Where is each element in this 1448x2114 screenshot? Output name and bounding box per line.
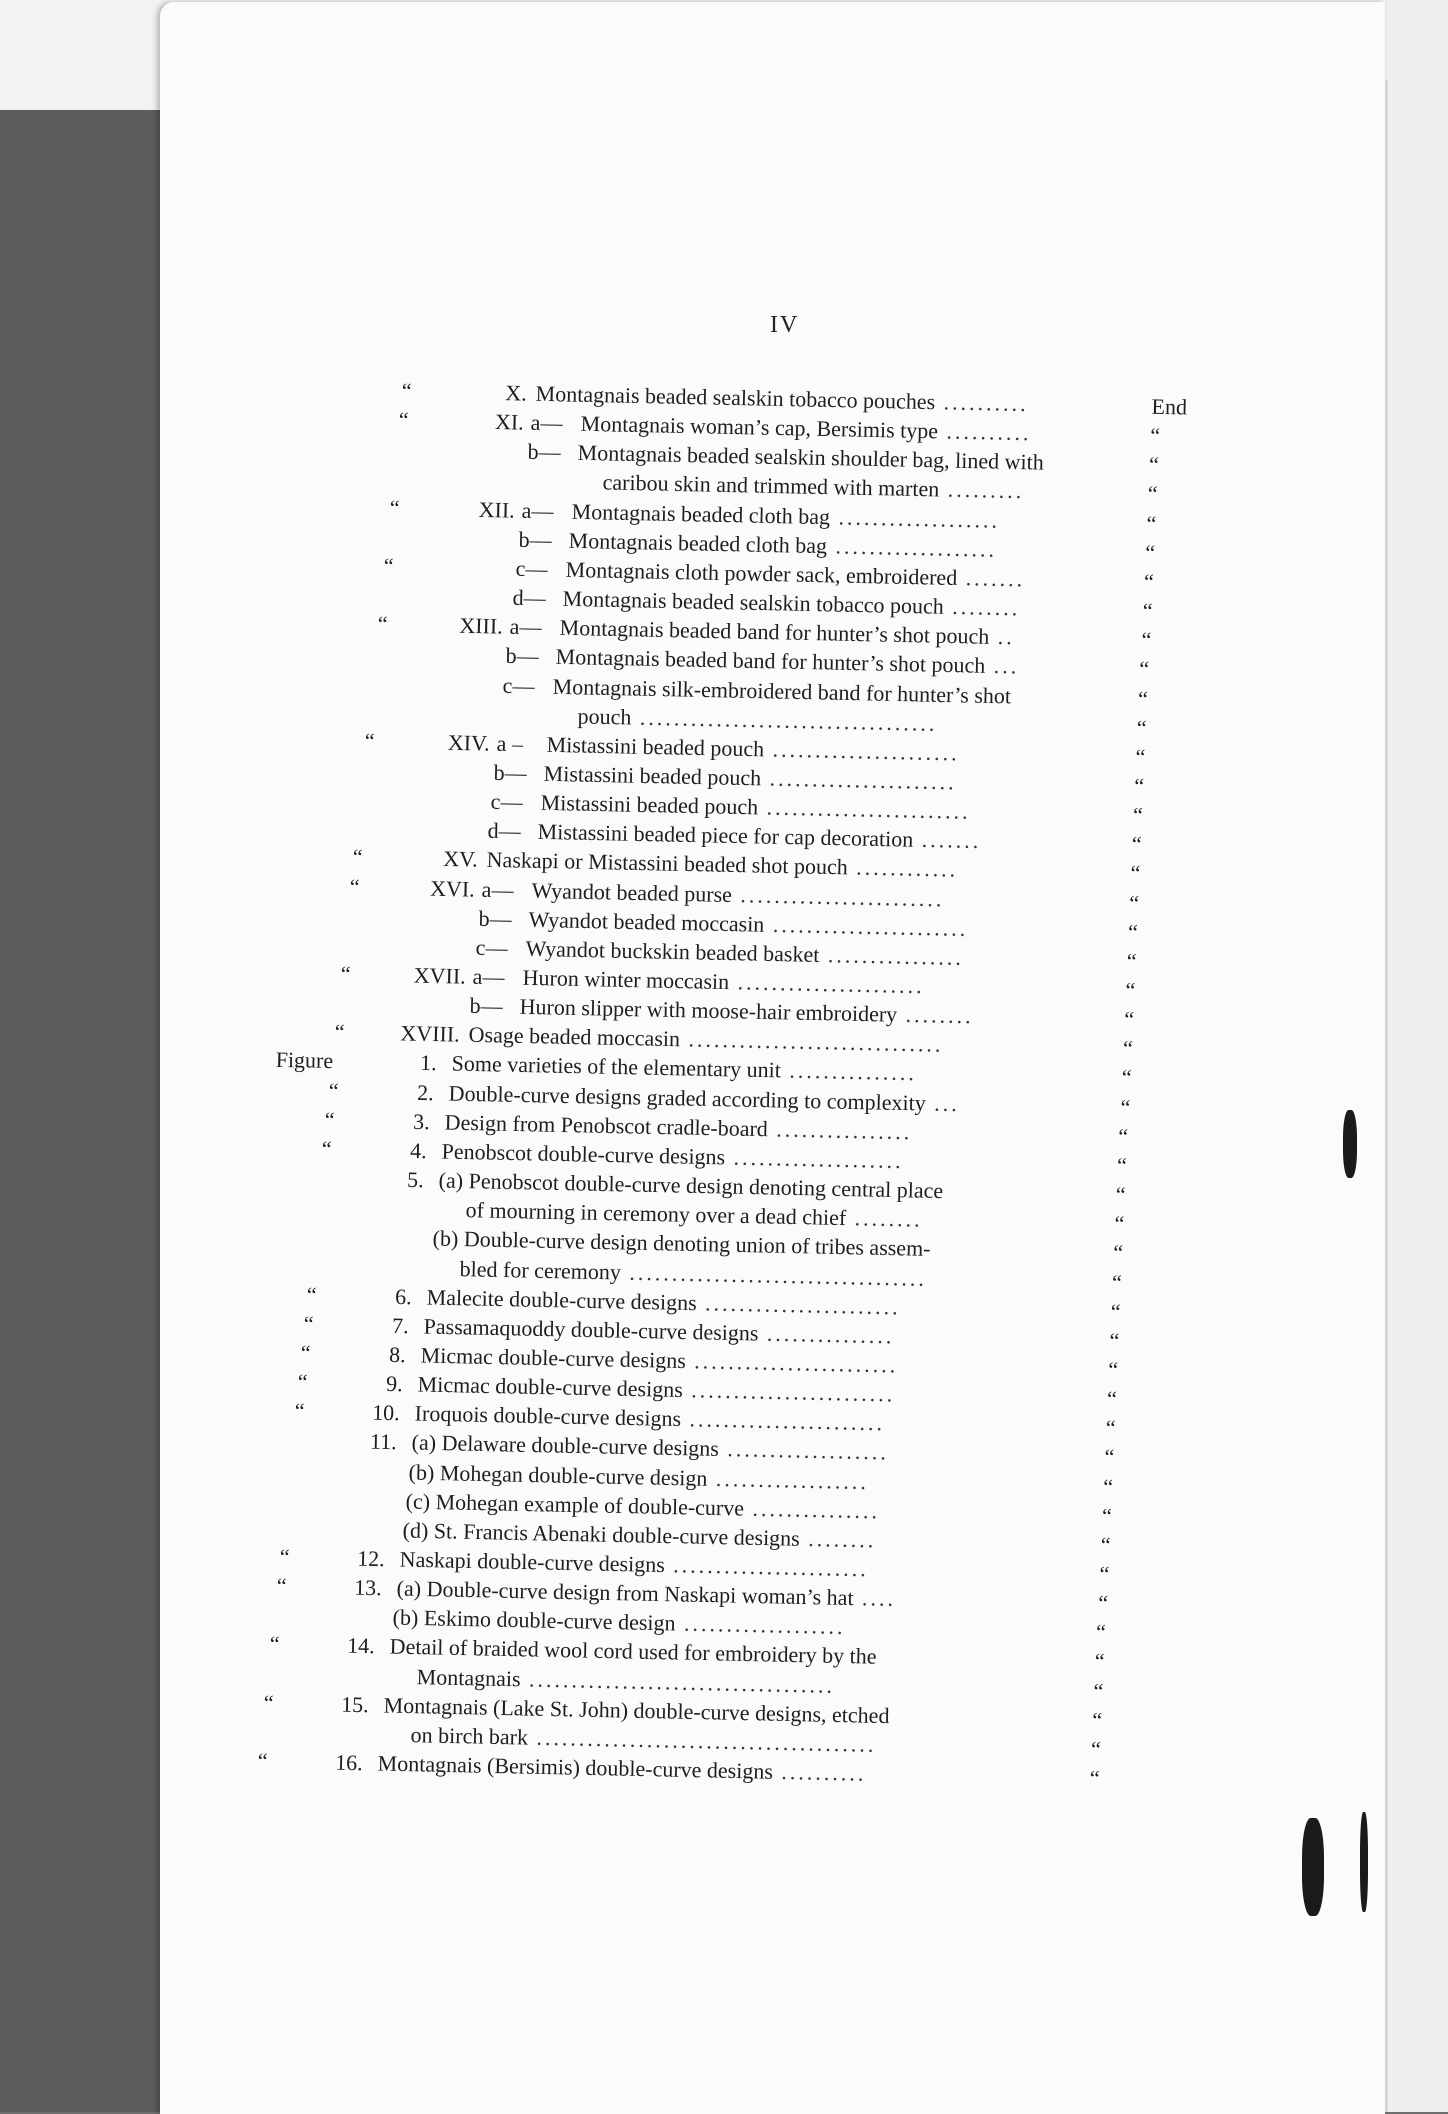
plate-number: 15. [341,1691,370,1717]
entry-title [602,470,1024,505]
dot-leader: ........................ [682,1377,896,1407]
toc-entry [300,1339,1119,1383]
toc-entry [316,1194,1125,1237]
dot-leader: ........ [799,1525,877,1553]
toc-entry [374,640,1150,682]
dot-leader: ........ [846,1205,924,1232]
page-reference: “ [1089,1765,1100,1791]
entry-title-text: Wyandot beaded purse [531,877,733,907]
toc-entry [310,1253,1123,1295]
page-reference: “ [1132,802,1144,828]
plate-number: 3. [413,1108,431,1134]
ditto-mark: “ [306,1281,317,1307]
dot-leader: ........................................ [527,1724,877,1757]
toc-entry [362,757,1145,799]
page-reference: “ [1097,1590,1108,1616]
entry-title-text: Huron slipper with moose-hair embroidery [519,993,898,1027]
page-reference: “ [1149,422,1161,449]
toc-entry [282,1515,1111,1558]
toc-entry [313,1223,1124,1266]
dot-leader: ................ [818,941,964,970]
ditto-mark: “ [364,727,376,753]
toc-entry [383,552,1154,595]
ditto-mark: “ [303,1310,314,1336]
plate-number: 6. [395,1283,413,1309]
dot-leader: ................................... [631,704,938,736]
item-letter: a— [508,613,542,640]
entry-title-text: Montagnais silk-embroidered band for hunter’s shot [552,673,1012,708]
entry-title-text: on birch bark [410,1722,529,1750]
entry-title-text: Naskapi double-curve designs [399,1546,665,1578]
page-reference: “ [1131,831,1142,857]
page-reference: “ [1107,1356,1119,1383]
entry-title-text: Montagnais [416,1663,522,1691]
ditto-mark: “ [324,1106,336,1132]
ditto-mark: “ [279,1544,290,1570]
entry-title-text: of mourning in ceremony over a dead chief [465,1197,847,1231]
plate-number: 13. [353,1574,382,1601]
entry-title-text: Mistassini beaded pouch [540,789,759,820]
entry-title-text: Detail of braided wool cord used for embroidery by the [389,1633,878,1670]
dot-leader: ................ [768,1116,914,1145]
toc-entry [358,786,1144,828]
dot-leader: ....................... [680,1406,886,1436]
ditto-mark: “ [376,611,388,637]
toc-entry [288,1457,1114,1499]
page-reference: “ [1101,1502,1112,1528]
ditto-mark: “ [401,378,412,404]
entry-title-text: (d) St. Francis Abenaki double-curve designs [402,1517,800,1551]
page-reference: “ [1148,452,1159,478]
plate-number: XIII. [458,612,503,639]
toc-entry [364,727,1146,770]
entry-title-text: Montagnais (Bersimis) double-curve designs [377,1750,774,1784]
plate-number: 4. [410,1137,428,1164]
entry-title-text: Montagnais beaded sealskin tobacco pouch [561,585,944,619]
dot-leader: .................. [706,1465,869,1494]
dot-leader: .................... [725,1144,905,1174]
entry-title-text: (a) Delaware double-curve designs [411,1429,719,1462]
plate-number: XIV. [447,729,491,756]
toc-entry [380,582,1153,624]
page-reference: “ [1109,1327,1120,1353]
plate-number: 14. [347,1633,376,1659]
page-reference: “ [1114,1210,1125,1237]
ditto-mark: “ [263,1689,275,1715]
entry-title-text: Design from Penobscot cradle-board [444,1109,769,1142]
entry-title-text: (c) Mohegan example of double-curve [405,1488,745,1521]
dot-leader: .................................... [520,1665,836,1698]
toc-entry [263,1689,1103,1733]
plate-number: 12. [356,1545,385,1572]
scan-artifact-mark [1360,1812,1368,1912]
ditto-mark: “ [389,494,400,520]
item-letter: b— [478,905,512,932]
dot-leader: .. [988,623,1015,650]
entry-title [578,703,938,737]
plate-number: XII. [478,496,515,523]
item-letter: c— [515,555,548,582]
dot-leader: ............... [758,1320,895,1349]
entry-title-text: Micmac double-curve designs [417,1371,683,1403]
entry-title-text: bled for ceremony [459,1255,622,1285]
item-letter: a— [530,409,563,436]
page-reference: “ [1143,568,1154,595]
toc-entry [371,670,1149,711]
ditto-mark: “ [294,1398,305,1424]
dot-leader: ................... [675,1610,847,1640]
toc-entry [257,1748,1100,1791]
ditto-mark: “ [340,961,351,987]
toc-entry [306,1281,1121,1324]
toc-entry [401,378,1188,420]
entry-title-text: Some varieties of the elementary unit [451,1050,781,1083]
ditto-mark: “ [300,1339,311,1366]
toc-entry [389,494,1157,536]
page-reference: “ [1146,510,1157,536]
page-reference: “ [1147,481,1158,507]
toc-entry [352,844,1141,886]
plate-number: 16. [335,1749,364,1776]
item-letter: c— [490,788,523,815]
ditto-mark: “ [349,873,360,899]
dot-leader: ........ [896,1001,974,1029]
page-reference: “ [1111,1269,1123,1295]
toc-entry [355,815,1142,857]
plate-number: 7. [392,1312,410,1338]
scan-artifact-mark [1302,1818,1324,1916]
dot-leader: ................................... [620,1259,928,1291]
toc-entry [279,1544,1110,1587]
toc-entry [275,1573,1108,1616]
toc-entry [321,1135,1128,1178]
dot-leader: ......... [938,476,1025,504]
toc-entry [303,1310,1120,1353]
entry-title-text: Micmac double-curve designs [420,1342,687,1373]
page-reference: “ [1100,1531,1111,1558]
entry-title-text: Montagnais beaded band for hunter’s shot pouch [555,644,987,679]
entry-title-text: Iroquois double-curve designs [414,1400,682,1432]
dot-leader: ................... [826,532,997,562]
page-number: IV [770,312,800,338]
dot-leader: ....... [956,564,1026,592]
dot-leader: .......... [772,1758,867,1786]
dot-leader: ........................ [758,794,972,824]
page-reference: “ [1142,598,1153,624]
page-reference: “ [1098,1561,1110,1587]
page-reference: “ [1128,889,1140,916]
page-reference: “ [1113,1240,1124,1266]
plate-number: 5. [407,1166,425,1193]
page-reference: “ [1136,714,1148,740]
toc-entry [285,1486,1112,1528]
page-reference: “ [1096,1619,1107,1645]
toc-entry [376,611,1152,653]
entry-title-text: pouch [577,703,633,730]
page-reference: “ [1118,1123,1129,1149]
toc-entry [395,436,1159,478]
toc-entry [273,1602,1107,1645]
dot-leader: ........................ [731,881,945,911]
page-reference: “ [1117,1152,1128,1178]
page-reference: “ [1144,539,1156,565]
entry-title-text: Montagnais beaded sealskin tobacco pouches [535,380,936,415]
entry-title-text: Naskapi or Mistassini beaded shot pouch [486,847,849,880]
page-reference: “ [1105,1415,1116,1441]
toc-entry [291,1427,1115,1470]
page-reference: “ [1115,1181,1127,1207]
ditto-mark: “ [297,1369,308,1395]
toc-entry [349,873,1140,916]
page-reference: “ [1094,1648,1106,1674]
ditto-mark: “ [398,407,409,433]
dot-leader: .......... [934,389,1029,417]
page-reference: “ [1092,1707,1103,1733]
plate-number: 9. [385,1370,403,1397]
entry-title-text: Osage beaded moccasin [468,1022,680,1052]
ditto-mark: “ [321,1135,333,1162]
entry-title-text: Mistassini beaded pouch [546,731,765,762]
ditto-mark: “ [328,1077,339,1103]
scan-artifact-mark [1343,1110,1357,1178]
entry-title-text: Mistassini beaded pouch [543,760,762,791]
toc-entry [340,961,1136,1003]
ditto-mark: “ [352,844,363,870]
dot-leader: ....... [913,826,982,854]
toc-entry [386,524,1156,565]
dot-leader: ...................... [764,736,961,766]
page-reference: “ [1093,1677,1104,1704]
plate-number: XVIII. [399,1020,460,1047]
entry-title-text: Passamaquoddy double-curve designs [423,1313,759,1346]
toc-entry [392,465,1158,507]
dot-leader: ...................... [728,969,925,999]
entry-title-text: (b) Double-curve design denoting union of tribes assem- [432,1225,932,1262]
toc-entry [294,1398,1116,1441]
dot-leader: ........................ [685,1348,899,1378]
entry-title [417,1664,836,1699]
entry-title-text: Montagnais beaded sealskin shoulder bag, lined with [577,440,1044,475]
dot-leader: .......... [937,418,1032,446]
dot-leader: ............... [743,1495,880,1524]
entry-title-text: Montagnais beaded cloth bag [571,498,831,529]
dot-leader: .............................. [679,1026,944,1058]
toc-entry [368,699,1148,740]
dot-leader: ................... [829,503,1001,533]
dot-leader: ... [985,653,1021,679]
entry-title-text: Wyandot buckskin beaded basket [525,935,820,967]
item-letter: b— [518,526,552,553]
toc-entry [398,407,1161,449]
page-reference: “ [1121,1064,1132,1091]
dot-leader: ....................... [763,911,969,941]
page-reference: “ [1119,1094,1131,1120]
plate-number: 1. [419,1050,437,1076]
item-letter: d— [487,818,522,844]
entry-title-text: Montagnais (Lake St. John) double-curve designs, etched [383,1692,891,1728]
entry-title-text: Double-curve designs graded according to complexity [447,1080,926,1116]
plate-number: 11. [369,1429,397,1455]
entry-title-text: Montagnais beaded cloth bag [568,527,828,558]
item-letter: a – [496,730,524,757]
plate-number: 2. [416,1079,434,1105]
toc-entry [275,1047,1132,1091]
item-letter: a— [521,497,554,524]
entry-title [571,498,1000,533]
item-letter: b— [527,439,561,465]
page-reference: “ [1140,627,1152,653]
ditto-mark: “ [334,1019,345,1045]
page-reference: “ [1110,1298,1121,1324]
dot-leader: ........ [943,593,1021,621]
entry-title-text: (b) Mohegan double-curve design [408,1459,708,1491]
page-reference: “ [1134,773,1145,799]
ditto-mark: “ [257,1748,268,1774]
entry-title-text: (a) Penobscot double-curve design denoting central place [438,1167,944,1204]
toc-entry [319,1165,1127,1207]
page-reference: “ [1130,860,1141,886]
entry-title [531,877,944,912]
ditto-mark: “ [269,1631,281,1657]
entry-title-text: Malecite double-curve designs [426,1284,698,1315]
entry-title-text: Montagnais woman’s cap, Bersimis type [580,410,939,444]
dot-leader: ...................... [761,765,958,795]
dot-leader: ....................... [696,1289,901,1320]
dot-leader: ............ [847,854,959,883]
page-reference: “ [1127,919,1138,945]
page-reference: “ [1104,1444,1115,1470]
item-letter: b— [505,643,540,669]
dot-leader: ................... [718,1436,889,1465]
page-reference: “ [1090,1736,1102,1762]
page-reference: “ [1123,1006,1135,1032]
entry-title [522,965,924,999]
ditto-mark: “ [275,1573,287,1599]
plate-number: XVII. [413,962,466,989]
entry-title-text: Montagnais cloth powder sack, embroidered [565,556,958,590]
entry-title-text: (b) Eskimo double-curve design [392,1604,677,1636]
toc-entry [346,903,1138,945]
entry-title-text: Huron winter moccasin [522,964,730,995]
entry-title-text: caribou skin and trimmed with marten [602,469,940,502]
page-reference: “ [1125,977,1136,1003]
entry-title-text: Penobscot double-curve designs [441,1138,726,1170]
plate-number: XVI. [429,875,475,902]
entry-title-text: Montagnais beaded band for hunter’s shot pouch [558,614,990,649]
toc-entry [269,1631,1106,1674]
plate-number: XI. [494,409,524,435]
plate-number: X. [505,380,527,406]
entry-title-text: Mistassini beaded piece for cap decoration [537,819,914,852]
page-reference: “ [1106,1386,1117,1412]
item-letter: c— [502,672,536,698]
plate-number: 10. [371,1399,400,1426]
dot-leader: .... [852,1585,896,1612]
item-letter: b— [469,992,503,1019]
toc-entry [297,1369,1117,1412]
toc-entry [337,990,1135,1032]
item-letter: a— [472,963,505,990]
toc-entry [261,1719,1102,1762]
page-reference: “ [1122,1035,1133,1062]
page-reference: “ [1102,1473,1114,1499]
page-reference: “ [1138,685,1149,711]
ditto-mark: “ [383,552,394,579]
ditto-mark: Figure [275,1047,334,1074]
page-reference: End [1151,393,1188,420]
toc-entry [328,1077,1131,1120]
item-letter: d— [512,584,546,611]
item-letter: c— [475,934,508,961]
dot-leader: ............... [780,1057,917,1086]
entry-title-text: (a) Double-curve design from Naskapi woman’s hat [395,1575,854,1611]
page-reference: “ [1126,948,1137,974]
plate-number: 8. [388,1341,406,1368]
item-letter: b— [493,759,528,786]
dot-leader: ... [925,1090,960,1116]
entry-title [547,732,960,767]
toc-entry [343,932,1137,974]
dot-leader: ....................... [664,1552,869,1582]
item-letter: a— [481,876,514,902]
toc-entry [334,1019,1133,1062]
page-reference: “ [1135,743,1146,770]
plate-number: XV. [443,846,478,873]
entry-title-text: Wyandot beaded moccasin [528,906,765,937]
page-reference: “ [1139,656,1150,682]
toc-entry [324,1106,1129,1149]
